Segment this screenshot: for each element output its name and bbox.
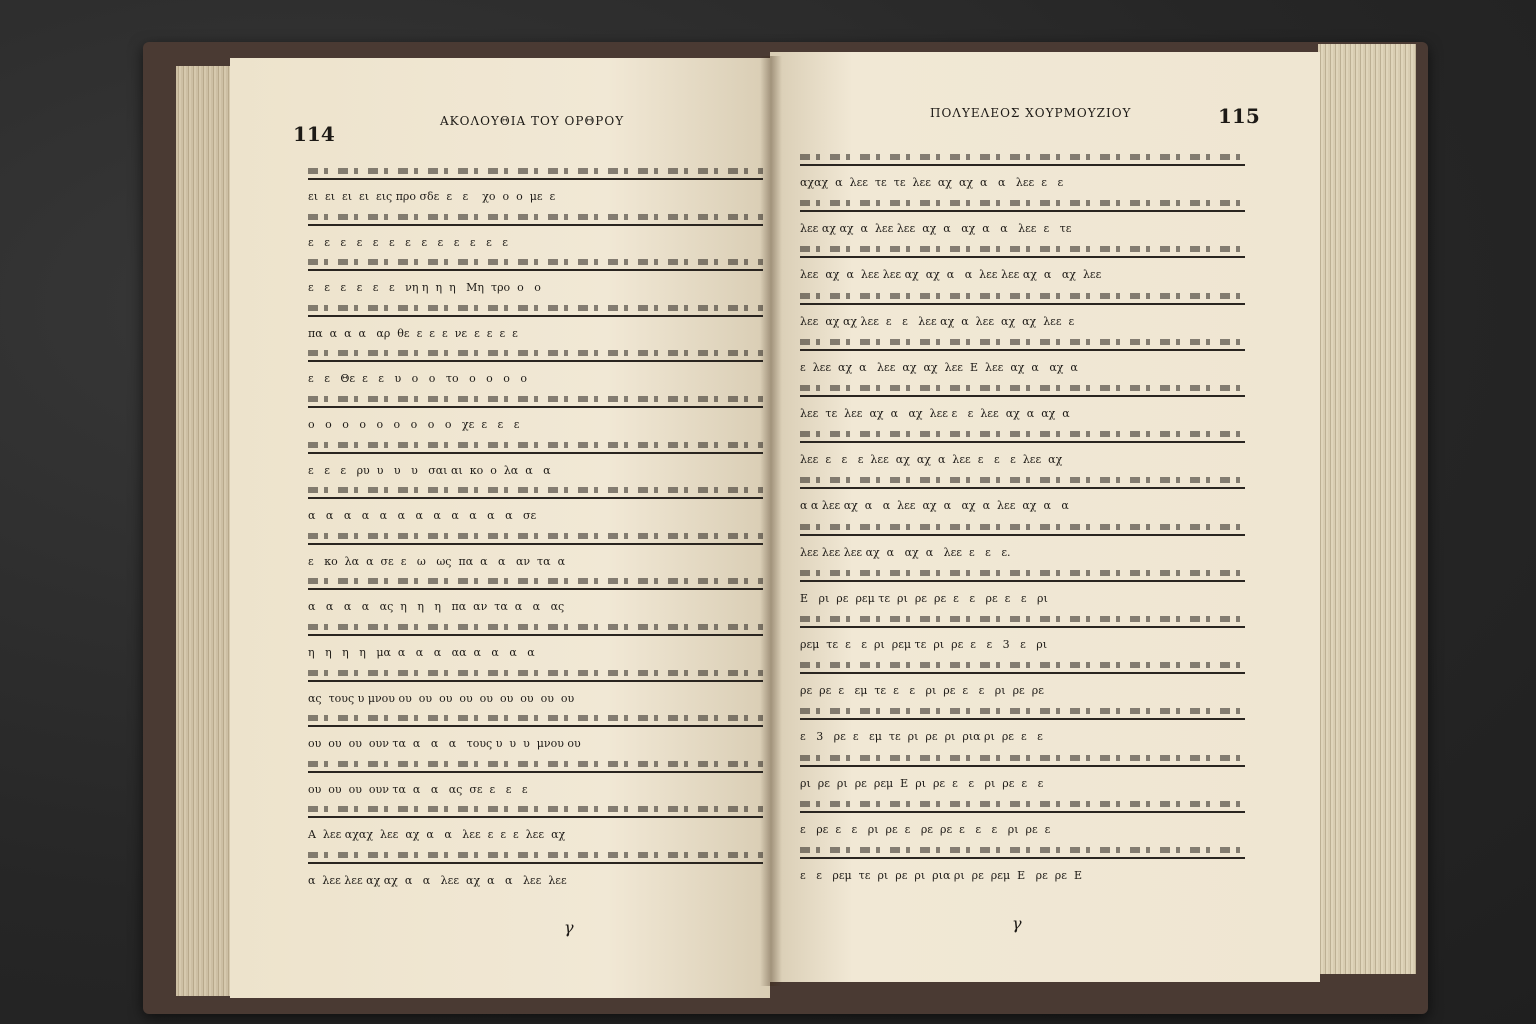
right-neume-line xyxy=(800,246,1245,258)
right-lyric-line: α α λεε αχ α α λεε αχ α αχ α λεε αχ α α xyxy=(800,499,1069,513)
right-lyric-line: ε ε ρεμ τε ρι ρε ρι ρια ρι ρε ρεμ Ε ρε ρε Ε xyxy=(800,869,1082,882)
right-neume-line xyxy=(800,847,1245,859)
left-lyric-line: α α α α ας η η η πα αν τα α α ας xyxy=(308,600,565,614)
right-neume-line xyxy=(800,616,1245,628)
right-neume-line xyxy=(800,755,1245,767)
left-neume-line xyxy=(308,670,763,682)
right-neume-line xyxy=(800,801,1245,813)
left-neume-line xyxy=(308,806,763,818)
right-neume-line xyxy=(800,154,1245,166)
right-neume-line xyxy=(800,431,1245,443)
right-neume-line xyxy=(800,662,1245,674)
left-neume-line xyxy=(308,578,763,590)
right-running-title: ΠΟΛΥΕΛΕΟΣ ΧΟΥΡΜΟΥΖΙΟΥ xyxy=(930,106,1132,120)
right-neume-line xyxy=(800,524,1245,536)
right-neume-line xyxy=(800,293,1245,305)
book-gutter xyxy=(760,56,782,986)
left-lyric-line: ε ε Θε ε ε υ ο ο το ο ο ο ο xyxy=(308,372,528,386)
left-lyric-line: ει ει ει ει εις προ σδε ε ε χο ο ο με ε xyxy=(308,190,556,203)
right-lyric-line: λεε λεε λεε αχ α αχ α λεε ε ε ε. xyxy=(800,545,1011,559)
right-lyric-line: λεε αχ αχ α λεε λεε αχ α αχ α α λεε ε τε xyxy=(800,222,1072,236)
right-neume-line xyxy=(800,385,1245,397)
left-lyric-line: Α λεε αχαχ λεε αχ α α λεε ε ε ε λεε αχ xyxy=(308,828,566,842)
left-running-title: ΑΚΟΛΟΥΘΙΑ ΤΟΥ ΟΡΘΡΟΥ xyxy=(440,114,625,128)
right-neume-line xyxy=(800,708,1245,720)
right-lyric-line: λεε ε ε ε λεε αχ αχ α λεε ε ε ε λεε αχ xyxy=(800,453,1063,467)
left-lyric-line: ε κο λα α σε ε ω ως πα α α αν τα α xyxy=(308,554,565,568)
right-neume-line xyxy=(800,570,1245,582)
right-page-number: 115 xyxy=(1218,104,1260,128)
left-lyric-line: η η η η μα α α α αα α α α α xyxy=(308,646,535,659)
left-neume-line xyxy=(308,259,763,271)
right-lyric-line: ρεμ τε ε ε ρι ρεμ τε ρι ρε ε ε 3 ε ρι xyxy=(800,638,1048,651)
right-lyric-line: Ε ρι ρε ρεμ τε ρι ρε ρε ε ε ρε ε ε ρι xyxy=(800,591,1048,605)
left-neume-line xyxy=(308,852,763,864)
left-lyric-line: α α α α α α α α α α α α σε xyxy=(308,509,537,523)
left-lyric-line: ας τους υ μνου ου ου ου ου ου ου ου ου ου xyxy=(308,691,575,705)
left-lyric-line: ο ο ο ο ο ο ο ο ο χε ε ε ε xyxy=(308,418,520,431)
right-neume-line xyxy=(800,477,1245,489)
left-neume-line xyxy=(308,487,763,499)
right-lyric-line: ε ρε ε ε ρι ρε ε ρε ρε ε ε ε ρι ρε ε xyxy=(800,822,1051,836)
left-neume-line xyxy=(308,624,763,636)
right-lyric-line: λεε αχ αχ λεε ε ε λεε αχ α λεε αχ αχ λεε ε xyxy=(800,314,1075,328)
right-lyric-line: λεε αχ α λεε λεε αχ αχ α α λεε λεε αχ α αχ λεε xyxy=(800,268,1102,282)
right-page xyxy=(770,52,1320,982)
left-lyric-line: ε ε ε ρυ υ υ υ σαι αι κο ο λα α α xyxy=(308,463,551,477)
right-lyric-line: ρε ρε ε εμ τε ε ε ρι ρε ε ε ρι ρε ρε xyxy=(800,684,1044,698)
right-neume-line xyxy=(800,339,1245,351)
left-lyric-line: α λεε λεε αχ αχ α α λεε αχ α α λεε λεε xyxy=(308,874,567,887)
right-lyric-line: αχαχ α λεε τε τε λεε αχ αχ α α λεε ε ε xyxy=(800,176,1064,189)
right-page-edges xyxy=(1318,44,1416,974)
left-neume-line xyxy=(308,214,763,226)
right-lyric-line: ε λεε αχ α λεε αχ αχ λεε Ε λεε αχ α αχ α xyxy=(800,360,1078,374)
left-neume-line xyxy=(308,168,763,180)
right-neume-line xyxy=(800,200,1245,212)
left-neume-line xyxy=(308,442,763,454)
right-footer-mark: γ xyxy=(1012,914,1022,933)
left-page-edges xyxy=(176,66,236,996)
left-neume-line xyxy=(308,715,763,727)
left-neume-line xyxy=(308,533,763,545)
left-lyric-line: ε ε ε ε ε ε ε ε ε ε ε ε ε xyxy=(308,235,508,249)
left-lyric-line: ου ου ου ουν τα α α α τους υ υ υ μνου ου xyxy=(308,737,581,751)
left-footer-mark: γ xyxy=(564,918,574,937)
left-neume-line xyxy=(308,761,763,773)
left-neume-line xyxy=(308,305,763,317)
left-neume-line xyxy=(308,396,763,408)
right-lyric-line: ρι ρε ρι ρε ρεμ Ε ρι ρε ε ε ρι ρε ε ε xyxy=(800,776,1044,790)
right-lyric-line: λεε τε λεε αχ α αχ λεε ε ε λεε αχ α αχ α xyxy=(800,407,1070,420)
left-page-number: 114 xyxy=(293,122,335,146)
left-lyric-line: ε ε ε ε ε ε νη η η η Μη τρο ο ο xyxy=(308,281,541,295)
right-lyric-line: ε 3 ρε ε εμ τε ρι ρε ρι ρια ρι ρε ε ε xyxy=(800,730,1043,744)
left-neume-line xyxy=(308,350,763,362)
left-lyric-line: πα α α α αρ θε ε ε ε νε ε ε ε ε xyxy=(308,326,518,340)
left-lyric-line: ου ου ου ουν τα α α ας σε ε ε ε xyxy=(308,782,528,796)
